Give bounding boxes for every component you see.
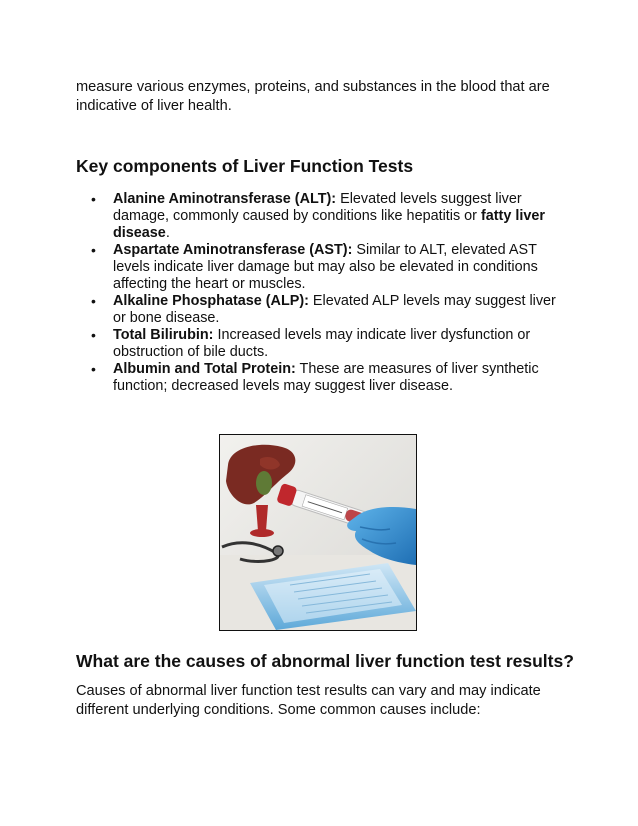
list-item-text: Increased levels may indicate liver dysfunction or obstruction of bile ducts. [113,327,531,360]
list-item-term: Total Bilirubin: [113,327,214,343]
list-item-term: Albumin and Total Protein: [113,361,296,377]
section-heading-key-components: Key components of Liver Function Tests [76,156,414,176]
key-components-list [76,191,566,395]
list-item-term: Alanine Aminotransferase (ALT): [113,191,337,207]
bullet-icon: • [91,327,96,343]
causes-paragraph: Causes of abnormal liver function test results can vary and may indicate different underlying conditions. Some common causes include: [76,683,541,718]
list-item [76,191,566,242]
list-item [76,327,566,361]
list-item-text: These are measures of liver synthetic function; decreased levels may suggest liver disease. [113,361,539,394]
section-heading-causes: What are the causes of abnormal liver function test results? [76,651,574,671]
list-item-tail: . [165,225,170,241]
list-item [76,361,566,395]
intro-paragraph: measure various enzymes, proteins, and substances in the blood that are indicative of liver health. [76,79,550,114]
bullet-icon: • [91,191,96,207]
bullet-icon: • [91,361,96,377]
list-item [76,242,566,293]
bullet-icon: • [91,242,96,258]
list-item-term: Aspartate Aminotransferase (AST): [113,242,353,258]
list-item-term: Alkaline Phosphatase (ALP): [113,293,309,309]
list-item-text: Similar to ALT, elevated AST levels indicate liver damage but may also be elevated in conditions affecting the heart or muscles. [113,242,538,292]
list-item-text: Elevated levels suggest liver damage, commonly caused by conditions like hepatitis or [113,191,522,224]
list-item [76,293,566,327]
bullet-icon: • [91,293,96,309]
list-item-text: Elevated ALP levels may suggest liver or bone disease. [113,293,556,326]
list-item-emphasis: fatty liver disease [113,208,545,241]
liver-test-illustration [220,435,416,630]
liver-test-photo [219,434,417,631]
